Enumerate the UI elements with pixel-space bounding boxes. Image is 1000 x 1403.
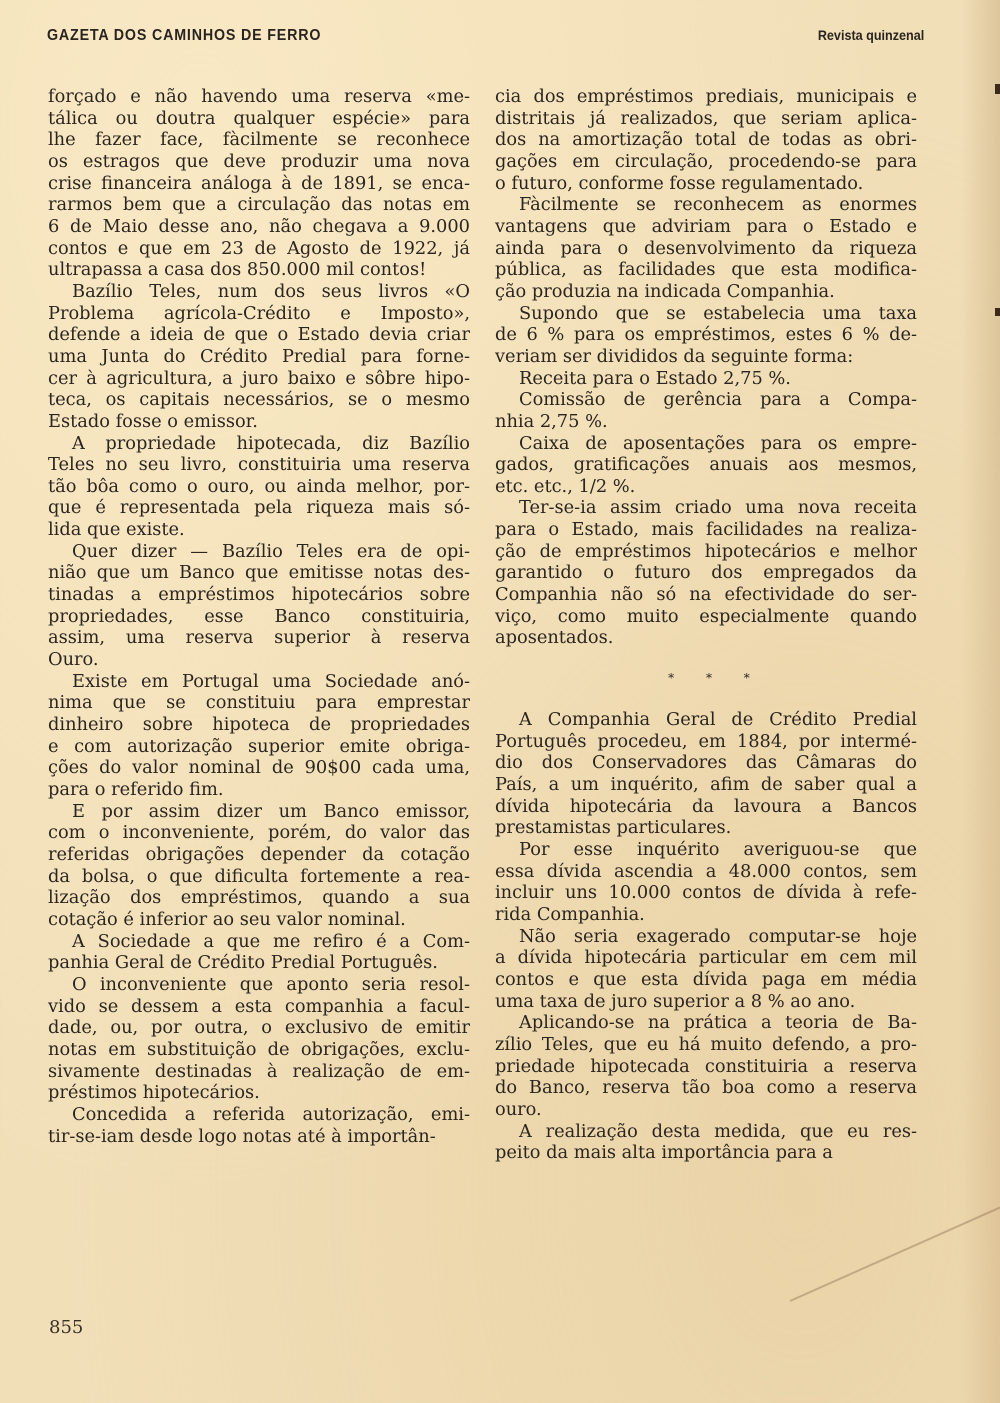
text-line: dinheiro sobre hipoteca de propriedades (48, 714, 470, 736)
text-line: prestamistas particulares. (495, 817, 732, 839)
text-line: A Companhia Geral de Crédito Predial (519, 709, 917, 731)
text-line: contos e que em 23 de Agosto de 1922, já (48, 237, 470, 259)
text-line: uma Junta do Crédito Predial para forne- (48, 345, 470, 367)
text-line: ouro. (495, 1098, 542, 1120)
text-line: 6 de Maio desse ano, não chegava a 9.000 (48, 215, 470, 237)
text-line: veriam ser divididos da seguinte forma: (495, 345, 854, 367)
text-line: pública, as facilidades que esta modifica- (495, 259, 917, 281)
text-line: referidas obrigações depender da cotação (48, 843, 470, 865)
text-line: notas em substituição de obrigações, exclu- (48, 1038, 470, 1060)
right-column (495, 86, 917, 1164)
publication-title: GAZETA DOS CAMINHOS DE FERRO (47, 27, 322, 44)
text-line: nião que um Banco que emitisse notas des- (48, 562, 470, 584)
text-line: nhia 2,75 %. (495, 410, 608, 432)
page-edge-mark (995, 84, 1000, 94)
text-line: de 6 % para os empréstimos, estes 6 % de- (495, 324, 917, 346)
text-line: distritais já realizados, que seriam aplica- (495, 107, 917, 129)
text-line: Fàcilmente se reconhecem as enormes (519, 194, 917, 216)
page-number: 855 (49, 1317, 84, 1338)
text-line: do Banco, reserva tão boa como a reserva (495, 1077, 917, 1099)
text-line: tão bôa como o ouro, ou ainda melhor, por- (48, 475, 470, 497)
text-line: dade, ou, por outra, o exclusivo de emitir (48, 1017, 470, 1039)
text-line: Estado fosse o emissor. (48, 410, 258, 432)
publication-subtitle: Revista quinzenal (817, 27, 924, 43)
text-line: E por assim dizer um Banco emissor, (72, 800, 470, 822)
text-line: ainda para o desenvolvimento da riqueza (495, 237, 917, 259)
text-line: forçado e não havendo uma reserva «me- (48, 86, 470, 107)
text-line: viço, como muito especialmente quando (495, 605, 917, 627)
text-line: ção produzia na indicada Companhia. (495, 280, 835, 302)
text-line: Supondo que se estabelecia uma taxa (519, 302, 917, 324)
paper-crease (790, 1207, 1000, 1302)
text-line: Aplicando-se na prática a teoria de Ba- (519, 1012, 917, 1034)
text-line: Caixa de aposentações para os empre- (519, 432, 917, 454)
text-line: para o referido fim. (48, 779, 224, 800)
text-line: País, a um inquérito, afim de saber qual a (495, 774, 917, 796)
text-line: que é representada pela riqueza mais só- (48, 497, 470, 519)
text-line: Concedida a referida autorização, emi- (72, 1103, 470, 1125)
text-line: Ter-se-ia assim criado uma nova receita (519, 497, 917, 519)
text-line: propriedades, esse Banco constituiria, (48, 605, 470, 627)
text-line: Por esse inquérito averiguou-se que (519, 839, 917, 860)
text-line: priedade hipotecada constituiria a reserva (495, 1055, 917, 1077)
text-line: e com autorização superior emite obriga- (48, 735, 470, 757)
text-line: cer à agricultura, a juro baixo e sôbre hipo- (48, 367, 470, 389)
text-line: garantido o futuro dos empregados da (495, 562, 917, 584)
text-line: Bazílio Teles, num dos seus livros «O (72, 280, 470, 302)
text-line: vido se dessem a esta companhia a facul- (48, 995, 470, 1017)
text-line: Ouro. (48, 649, 99, 671)
text-line: Problema agrícola-Crédito e Imposto», (48, 302, 470, 324)
text-line: Companhia não só na efectividade do ser- (495, 584, 917, 606)
text-line: lhe fazer face, fàcilmente se reconhece (48, 129, 470, 151)
text-line: tálica ou doutra qualquer espécie» para (48, 107, 470, 129)
text-line: incluir uns 10.000 contos de dívida à refe- (495, 882, 917, 904)
text-line: O inconveniente que aponto seria resol- (72, 973, 470, 995)
text-line: os estragos que deve produzir uma nova (48, 150, 470, 172)
text-line: dívida hipotecária da lavoura a Bancos (495, 795, 917, 817)
text-line: sivamente destinadas à realização de em- (48, 1060, 470, 1082)
text-line: lida que existe. (48, 519, 185, 541)
text-line: etc. etc., 1/2 %. (495, 475, 636, 497)
text-line: Português procedeu, em 1884, por intermé- (495, 730, 917, 752)
running-header (47, 27, 924, 49)
text-line: gações em circulação, procedendo-se para (495, 150, 917, 172)
left-column (48, 86, 470, 1147)
text-line: tinadas a empréstimos hipotecários sobre (48, 584, 470, 606)
text-line: Comissão de gerência para a Compa- (519, 389, 917, 411)
text-line: gados, gratificações anuais aos mesmos, (495, 454, 917, 476)
text-line: crise financeira análoga à de 1891, se enca- (48, 172, 470, 194)
text-line: contos e que esta dívida paga em média (495, 968, 917, 990)
text-line: ção de empréstimos hipotecários e melhor (495, 540, 917, 562)
text-line: dos na amortização total de todas as obri- (495, 129, 917, 151)
text-line: aposentados. (495, 627, 614, 649)
text-line: Existe em Portugal uma Sociedade anó- (72, 670, 470, 692)
text-line: panhia Geral de Crédito Predial Português. (48, 952, 438, 974)
text-line: cotação é inferior ao seu valor nominal. (48, 908, 406, 930)
text-line: vantagens que adviriam para o Estado e (495, 215, 917, 237)
text-line: rarmos bem que a circulação das notas em (48, 194, 470, 216)
text-line: nima que se constituiu para emprestar (48, 692, 470, 714)
text-line: essa dívida ascendia a 48.000 contos, sem (495, 860, 917, 882)
text-line: lização dos empréstimos, quando a sua (48, 887, 470, 909)
text-line: assim, uma reserva superior à reserva (48, 627, 470, 649)
text-line: ultrapassa a casa dos 850.000 mil contos! (48, 259, 427, 281)
text-line: para o Estado, mais facilidades na realiza- (495, 519, 917, 541)
text-line: o futuro, conforme fosse regulamentado. (495, 172, 864, 194)
text-line: cia dos empréstimos prediais, municipais e (495, 86, 917, 107)
text-line: teca, os capitais necessários, se o mesmo (48, 389, 470, 411)
text-line: ções do valor nominal de 90$00 cada uma, (48, 757, 470, 779)
text-line: rida Companhia. (495, 903, 645, 925)
text-line: Quer dizer — Bazílio Teles era de opi- (72, 540, 470, 562)
text-line: Receita para o Estado 2,75 %. (519, 367, 791, 389)
page-edge-mark (995, 308, 1000, 316)
text-line: peito da mais alta importância para a (495, 1142, 833, 1164)
text-line: Teles no seu livro, constituiria uma reserva (48, 454, 470, 476)
text-line: préstimos hipotecários. (48, 1082, 260, 1104)
text-line: da bolsa, o que dificulta fortemente a rea- (48, 865, 470, 887)
text-line: defende a ideia de que o Estado devia criar (48, 324, 470, 346)
text-line: A propriedade hipotecada, diz Bazílio (72, 432, 470, 454)
text-line: A Sociedade a que me refiro é a Com- (72, 930, 470, 952)
text-line: a dívida hipotecária particular em cem mil (495, 947, 917, 969)
section-separator: * * * (668, 671, 764, 686)
text-line: com o inconveniente, porém, do valor das (48, 822, 470, 844)
text-line: dio dos Conservadores das Câmaras do (495, 752, 917, 774)
text-line: zílio Teles, que eu há muito defendo, a pro- (495, 1033, 917, 1055)
text-line: tir-se-iam desde logo notas até à importân- (48, 1125, 436, 1147)
text-line: Não seria exagerado computar-se hoje (519, 925, 917, 947)
text-line: uma taxa de juro superior a 8 % ao ano. (495, 990, 856, 1012)
text-line: A realização desta medida, que eu res- (519, 1120, 917, 1142)
